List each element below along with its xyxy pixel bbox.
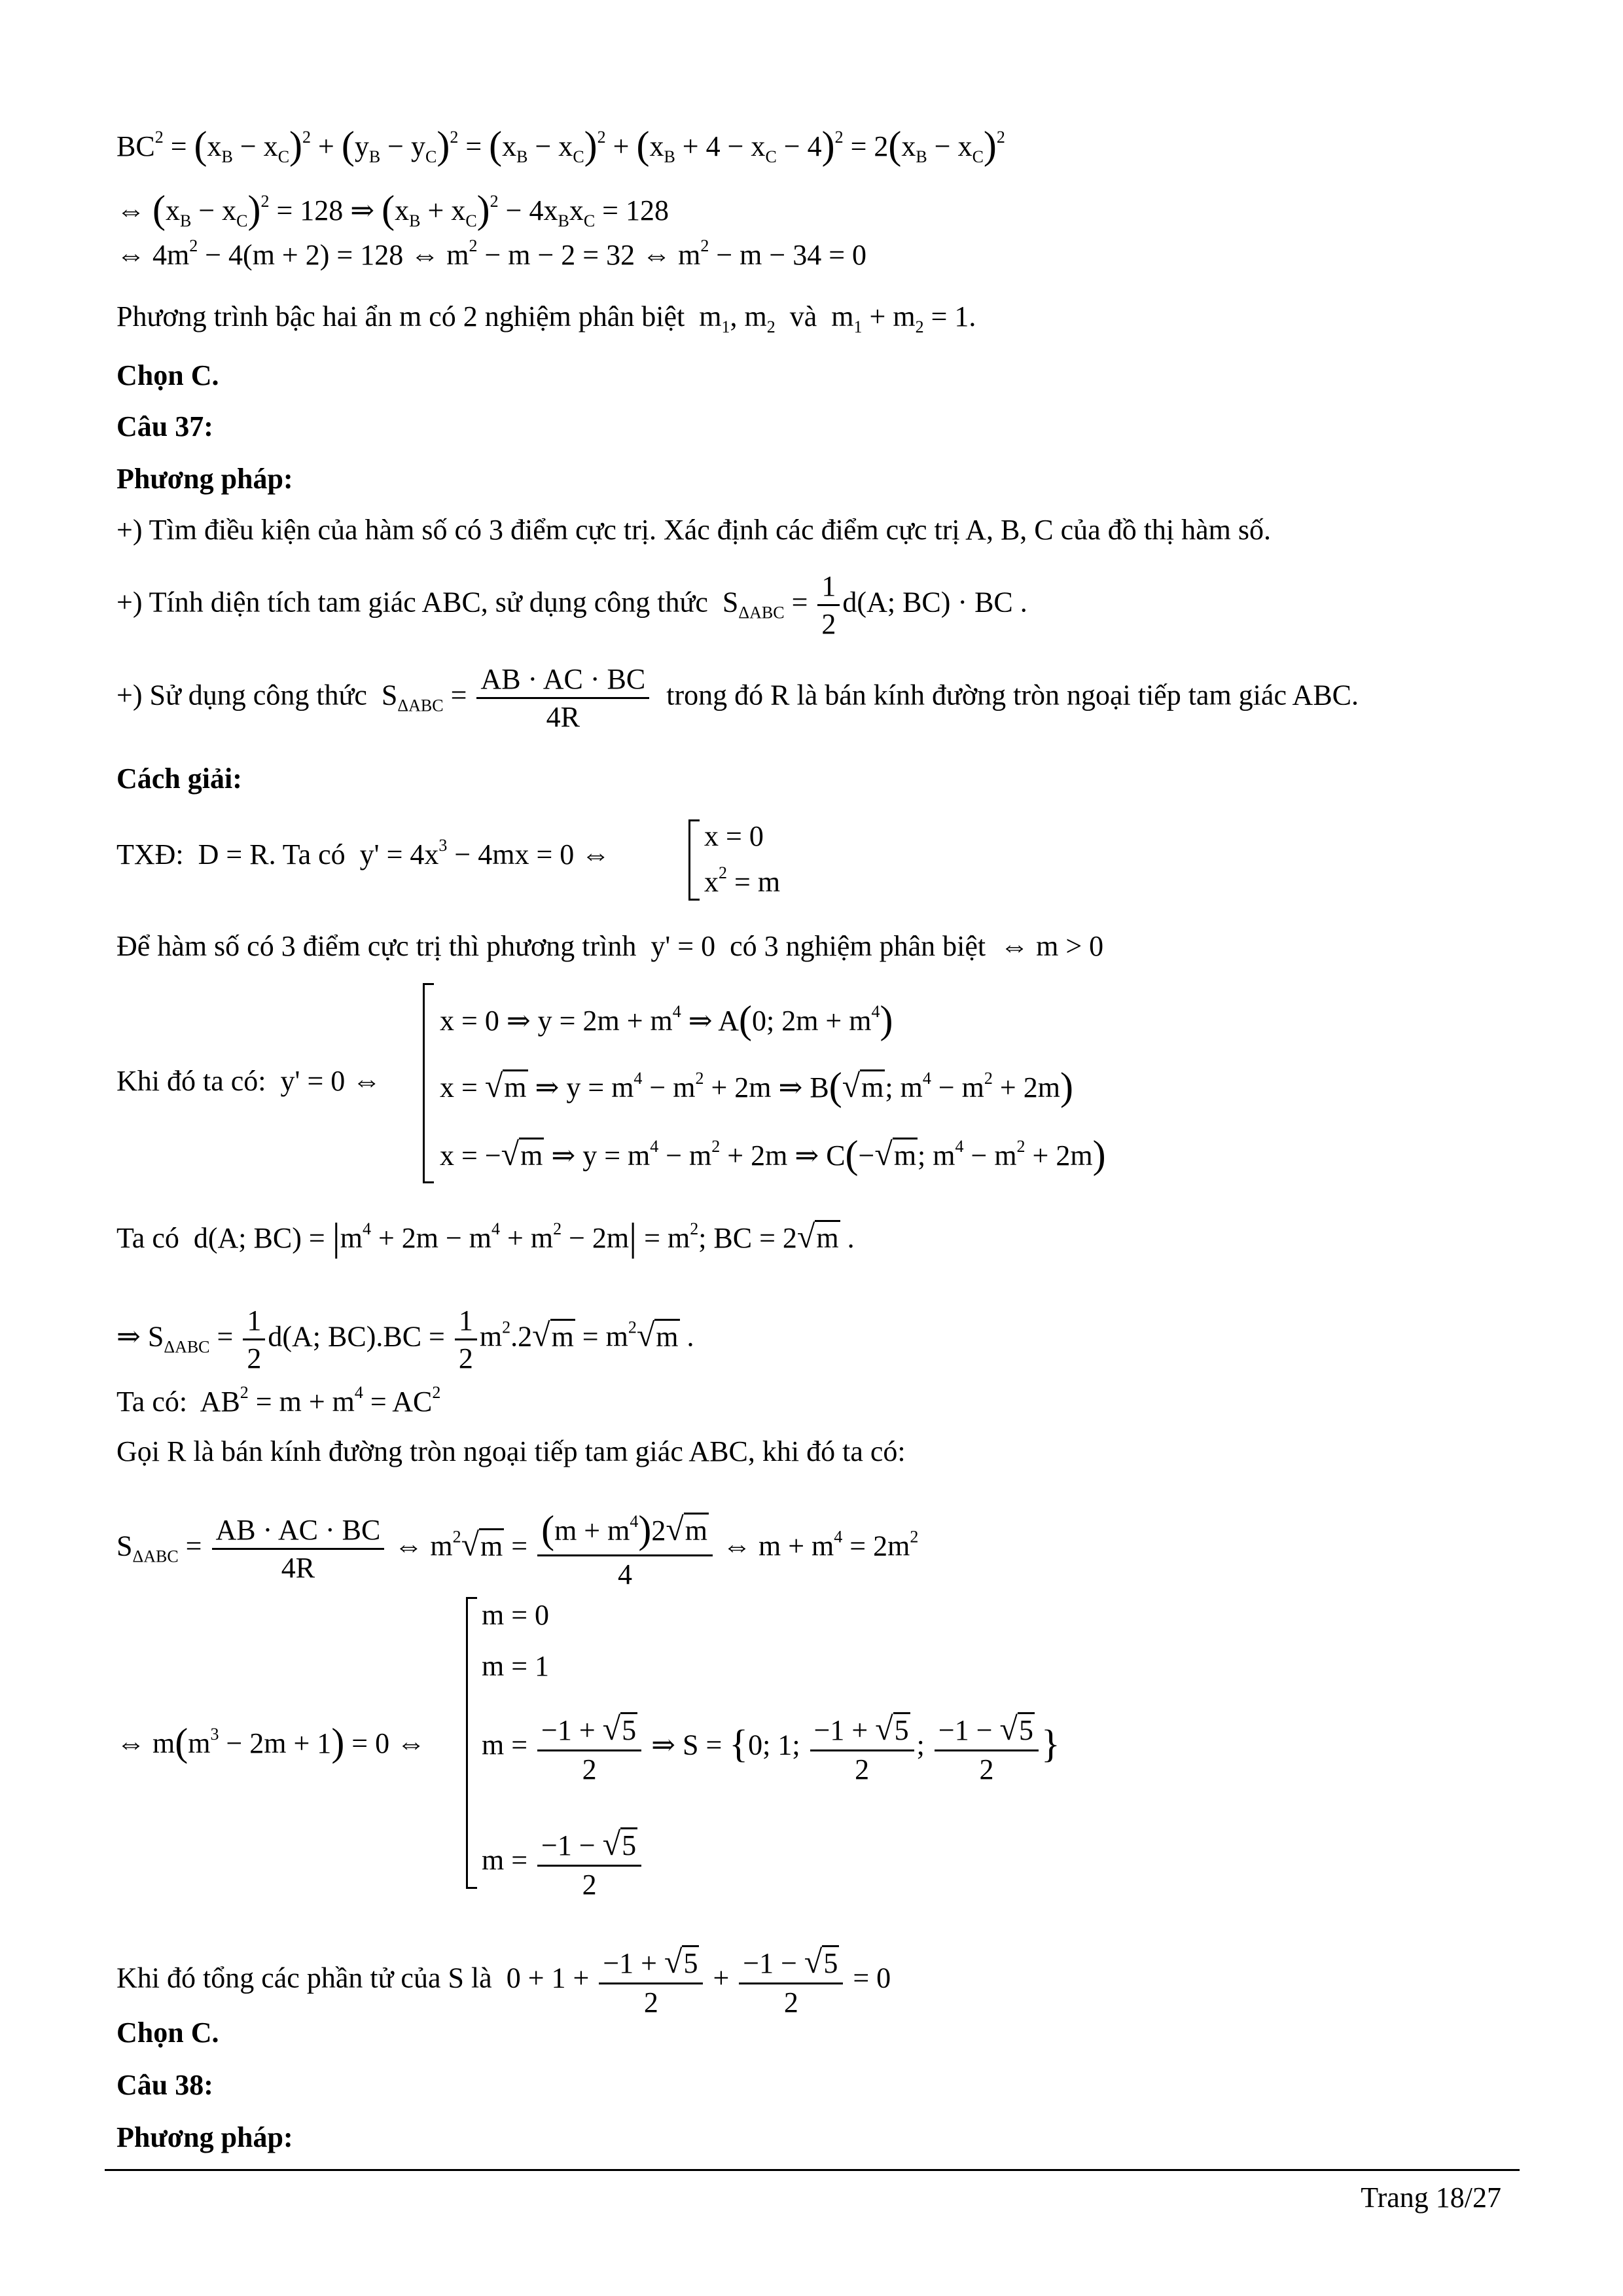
equation-bc-squared: $BC^2 = (x_B - x_C)^2 + (y_B - y_C)^2 = (x_B - x_C)^2 + (x_B + 4 - x_C - 4)^2 = 2(x_B - x_C)^2$: [116, 124, 1005, 167]
root-m-minus: m = $\frac{-1 - √5}{2}$: [482, 1823, 644, 1903]
bracket-roots: [466, 1597, 477, 1889]
solution-heading: Cách giải:: [116, 762, 242, 795]
method-step-3-tail: trong đó R là bán kính đường tròn ngoại tiếp tam giác ABC.: [666, 679, 1359, 711]
method-step-2-text: +) Tính diện tích tam giác ABC, sử dụng công thức: [116, 586, 708, 619]
answer-choice-1: Chọn C.: [116, 359, 219, 391]
critical-point-a: x = 0 ⇒ $y = 2m + m^4$ ⇒ A(0; $2m + m^4$): [440, 998, 893, 1041]
domain-line: TXĐ: D = R. Ta có $y' = 4x^3 - 4mx = 0$ ⇔: [116, 836, 611, 870]
method-step-3: +) Sử dụng công thức $S_{\Delta ABC}$ = $\frac{AB \cdot AC \cdot BC}{4R}$ trong đó R là bán kính đường tròn ngoại tiếp tam giác ABC.: [116, 661, 1359, 735]
root-m-zero: m = 0: [482, 1599, 550, 1631]
distance-line: Ta có d(A; $BC) = |m^4 + 2m - m^4 + m^2 - 2m| = m^2$; BC = 2√m .: [116, 1215, 855, 1259]
root-m-one: m = 1: [482, 1650, 550, 1682]
quadratic-text: Phương trình bậc hai ẩn m có 2 nghiệm phân biệt: [116, 300, 685, 332]
sum-line: Khi đó tổng các phần tử của S là 0 + 1 + $\frac{-1 + √5}{2}$ + $\frac{-1 - √5}{2}$ = 0: [116, 1941, 891, 2020]
fraction-area-formula: $\frac{AB \cdot AC \cdot BC}{4R}$: [476, 661, 649, 735]
bracket-critical-points: [423, 983, 434, 1183]
equation-m-quadratic: ⇔ $4m^2 - 4(m + 2) = 128$ ⇔ $m^2 - m - 2 = 32$ ⇔ $m^2 - m - 34 = 0$: [116, 236, 867, 271]
circumradius-equation: $S_{\Delta ABC}$ = $\frac{AB \cdot AC \cdot BC}{4R}$ ⇔ $m^2√m$ = $\frac{(m + m^4)2√m}{4}$ ⇔ $m + m^4 = 2m^2$: [116, 1505, 918, 1592]
domain-label: TXĐ:: [116, 838, 184, 870]
method-step-3-text: +) Sử dụng công thức: [116, 679, 367, 711]
ta-co-label-2: Ta có:: [116, 1386, 188, 1418]
ab-squared-line: Ta có: $AB^2 = m + m^4 = AC^2$: [116, 1383, 441, 1418]
quadratic-conclusion: Phương trình bậc hai ẩn m có 2 nghiệm phân biệt $m_1$, $m_2$ và $m_1 + m_2 = 1$.: [116, 300, 976, 336]
then-label: Khi đó ta có:: [116, 1065, 266, 1097]
method-heading-2: Phương pháp:: [116, 2121, 293, 2153]
factor-equation: ⇔ $m(m^3 - 2m + 1) = 0$ ⇔: [116, 1721, 426, 1764]
method-step-1: +) Tìm điều kiện của hàm số có 3 điểm cực trị. Xác định các điểm cực trị A, B, C của đồ thị hàm số.: [116, 514, 1272, 546]
method-step-2: +) Tính diện tích tam giác ABC, sử dụng công thức $S_{\Delta ABC}$ = $\frac{1}{2}$ d(A; BC) · BC .: [116, 568, 1027, 642]
equation-xb-xc: ⇔ $(x_B - x_C)^2 = 128$ ⇒ $(x_B + x_C)^2 - 4x_Bx_C = 128$: [116, 188, 669, 231]
root-m-plus: m = $\frac{-1 + √5}{2}$ ⇒ S = {0; 1; $\frac{-1 + √5}{2}$ ; $\frac{-1 - √5}{2}$ }: [482, 1708, 1060, 1787]
root-x-squared: $x^2 = m$: [704, 863, 781, 898]
domain-mid: . Ta có: [268, 838, 346, 870]
sum-text: Khi đó tổng các phần tử của S là: [116, 1962, 492, 1994]
footer-divider: [105, 2169, 1520, 2171]
method-heading-1: Phương pháp:: [116, 463, 293, 495]
critical-point-c: x = −√m ⇒ $y = m^4 - m^2 + 2m$ ⇒ C(−√m; $m^4 - m^2 + 2m$): [440, 1133, 1106, 1176]
area-line: ⇒ $S_{\Delta ABC}$ = $\frac{1}{2}$ d(A; BC).BC = $\frac{1}{2}$ $m^2.2√m = m^2√m$ .: [116, 1302, 694, 1376]
circumradius-intro: Gọi R là bán kính đường tròn ngoại tiếp tam giác ABC, khi đó ta có:: [116, 1435, 906, 1467]
condition-text: Để hàm số có 3 điểm cực trị thì phương trình: [116, 930, 637, 962]
ta-co-label: Ta có: [116, 1222, 179, 1254]
bracket-derivative-roots: [688, 819, 700, 901]
page-number: Trang 18/27: [1361, 2181, 1501, 2214]
condition-mid: có 3 nghiệm phân biệt: [730, 930, 986, 962]
critical-points-label: Khi đó ta có: y' = 0 ⇔: [116, 1065, 382, 1097]
root-x-zero: x = 0: [704, 820, 764, 852]
condition-line: Để hàm số có 3 điểm cực trị thì phương trình y' = 0 có 3 nghiệm phân biệt ⇔ m > 0: [116, 930, 1104, 962]
and-word: và: [789, 300, 817, 332]
fraction-half: $\frac{1}{2}$: [817, 568, 840, 642]
question-37-heading: Câu 37:: [116, 410, 213, 442]
question-38-heading: Câu 38:: [116, 2069, 213, 2101]
critical-point-b: x = √m ⇒ $y = m^4 - m^2 + 2m$ ⇒ B(√m; $m^4 - m^2 + 2m$): [440, 1065, 1073, 1108]
answer-choice-2: Chọn C.: [116, 2017, 219, 2049]
